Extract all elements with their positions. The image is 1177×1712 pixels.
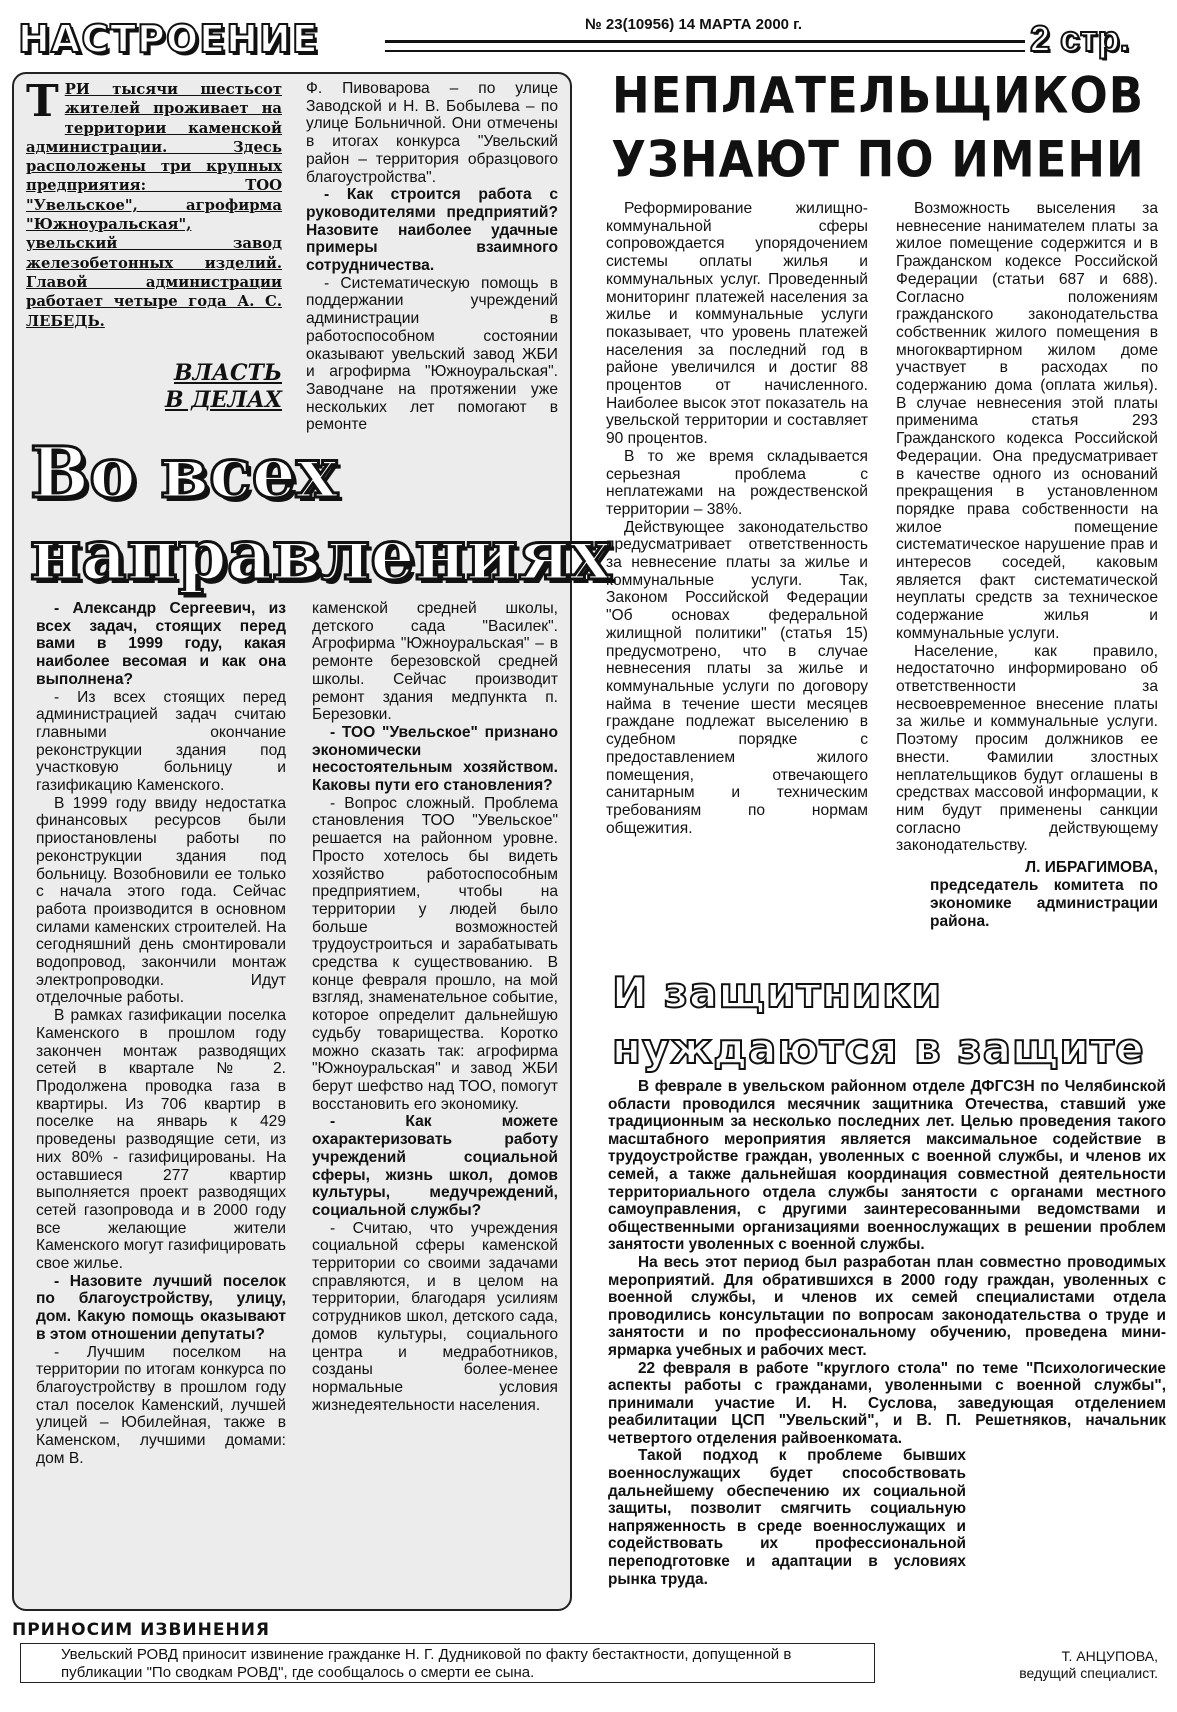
paragraph: Такой подход к проблеме бывших военнослужащих будет способствовать дальнейшему обеспечению их социальной защиты, позволит смягчить социальную напряженность в среде военнослужащих и содействовать их профессиональной переподготовке и адаптации в условиях рынка труда.	[608, 1447, 966, 1588]
debtors-signature-title: председатель комитета по экономике администрации района.	[930, 877, 1158, 931]
page-number: 2 стр.	[1030, 18, 1130, 59]
header-rule	[385, 40, 1025, 52]
paragraph: Реформирование жилищно-коммунальной сферы сопровождается упорядочением системы оплаты жилья и коммунальных услуг. Проведенный мониторинг платежей населения за жилье и коммунальные услуги показывает, что уровень платежей населения за последний год в районе увеличился и достиг 88 процентов от начисленного. Наиболее высок этот показатель на увельской территории и составляет 90 процентов.	[606, 200, 868, 448]
paragraph: В рамках газификации поселка Каменского в прошлом году закончен монтаж разводящих сетей в квартале № 2. Продолжена проводка газа в квартиры. Из 706 квартир в поселке на январь к 429 проведены разводящие сети, из них 80% - газифицированы. На оставшиеся 277 квартир выполняется проект разводящих сетей газопровода и в 2000 году все желающие жители Каменского могут газифицировать свое жилье.	[36, 1007, 286, 1273]
question: - Как строится работа с руководителями предприятий? Назовите наиболее удачные примеры взаимного сотрудничества.	[306, 186, 558, 275]
interview-column-right-top	[306, 80, 558, 434]
debtors-column-right	[896, 200, 1158, 931]
defenders-headline	[612, 965, 1162, 1077]
issue-info: № 23(10956) 14 МАРТА 2000 г.	[585, 16, 803, 33]
lead-text: РИ тысячи шестьсот жителей проживает на территории каменской администрации. Здесь расположены три крупных предприятия: ТОО "Увельское", агрофирма "Южноуральская", увельский завод железобетонных изделий. Главой администрации работает четыре года А. С. ЛЕБЕДЬ.	[26, 81, 282, 330]
paragraph: каменской средней школы, детского сада "Василек". Агрофирма "Южноуральская" – в ремонте березовской средней школы. Сейчас производит ремонт здания медпункта п. Березовки.	[312, 600, 558, 724]
interview-lead	[26, 76, 282, 331]
paragraph: Население, как правило, недостаточно информировано об ответственности за несвоевременное внесение платы за жилье и коммунальные услуги. Поэтому просим должников ее внести. Фамилии злостных неплательщиков будут оглашены в средствах массовой информации, к ним будут применены санкции согласно действующему законодательству.	[896, 642, 1158, 855]
debtors-headline: НЕПЛАТЕЛЬЩИКОВ УЗНАЮТ ПО ИМЕНИ	[611, 66, 1145, 189]
question: - Как можете охарактеризовать работу учреждений социальной сферы, жизнь школ, домов культуры, медучреждений, социальной службы?	[312, 1113, 558, 1219]
question: - ТОО "Увельское" признано экономически несостоятельным хозяйством. Каковы пути его становления?	[312, 723, 558, 795]
defenders-signature	[900, 1648, 1158, 1682]
paragraph: Возможность выселения за невнесение нанимателем платы за жилое помещение содержится и в Гражданском кодексе Российской Федерации (статьи 687 и 688). Согласно положениям гражданского законодательства собственник жилого помещения в многоквартирном жилом доме участвует в расходах по содержанию дома (оплата жилья). В случае невнесения этой платы применима статья 293 Гражданского кодекса Российской Федерации. Она предусматривает в качестве одного из оснований прекращения в установленном порядке права собственности на жилое помещение систематическое нарушение прав и интересов соседей, каковым является факт систематической неуплаты средств за техническое содержание жилья и коммунальные услуги.	[896, 200, 1158, 642]
headline-line-1: И защитники	[612, 968, 943, 1017]
paragraph: - Из всех стоящих перед администрацией задач считаю главными окончание реконструкции здания под участковую больницу и газификацию Каменского.	[36, 688, 286, 795]
paragraph: На весь этот период был разработан план совместно проводимых мероприятий. Для обратившихся в 2000 году граждан, уволенных с военной службы, и членов их семей специалистами отдела проводились консультации по вопросам законодательства о труде и занятости и по профессиональному обучению, проведена мини-ярмарка учебных и рабочих мест.	[608, 1253, 1166, 1359]
paragraph: 22 февраля в работе "круглого стола" по теме "Психологические аспекты работы с гражданами, уволенными с военной службы", принимали участие И. Н. Суслова, заведующая отделением реабилитации ЦСП "Увельский", и В. П. Решетняков, начальник четвертого отделения райвоенкомата.	[608, 1359, 1166, 1447]
paragraph: В 1999 году ввиду недостатка финансовых ресурсов были приостановлены работы по реконструкции здания под больницу. Возобновили ее только с начала этого года. Сейчас работа производится в основном силами каменских строителей. На сегодняшний день смонтировали водопровод, закончили монтаж электропроводки. Идут отделочные работы.	[36, 794, 286, 1007]
paragraph: В то же время складывается серьезная проблема с неплатежами на рождественской территории – 38%.	[606, 447, 868, 518]
title-line-1: Во всех	[30, 431, 338, 514]
question: - Александр Сергеевич, из всех задач, стоящих перед вами в 1999 году, какая наиболее весомая и как она выполнена?	[36, 600, 286, 688]
paragraph: - Считаю, что учреждения социальной сферы каменской территории со своими задачами справляются, и в целом на территории, благодаря усилиям сотрудников школ, детского сада, домов культуры, социального центра и медработников, созданы более-менее нормальные условия жизнедеятельности населения.	[312, 1219, 558, 1414]
paragraph: Ф. Пивоварова – по улице Заводской и Н. В. Бобылева – по улице Больничной. Они отмечены в итогах конкурса "Увельский район – территория образцового благоустройства".	[306, 80, 558, 186]
rubric-line-1: ВЛАСТЬ	[173, 360, 282, 386]
interview-column-left	[36, 600, 286, 1467]
apology-box	[20, 1643, 875, 1683]
debtors-signature-name: Л. ИБРАГИМОВА,	[1025, 859, 1158, 877]
defenders-body	[608, 1078, 1166, 1588]
paragraph: Действующее законодательство предусматривает ответственность за невнесение платы за жилье и коммунальные услуги. Так, Законом Российской Федерации "Об основах федеральной жилищной политики" (статья 15) предусмотрено, что в случае невнесения платы за жилье и коммунальные услуги по договору найма в течение шести месяцев граждане подлежат выселению в судебном порядке с предоставлением жилого помещения, отвечающего санитарным и техническим требованиям по нормам общежития.	[606, 518, 868, 837]
section-masthead: НАСТРОЕНИЕ	[18, 17, 319, 61]
defenders-signature-name: Т. АНЦУПОВА,	[1061, 1648, 1158, 1664]
title-line-2: направлениях	[30, 513, 612, 596]
apology-title: ПРИНОСИМ ИЗВИНЕНИЯ	[12, 1620, 271, 1640]
defenders-signature-title: ведущий специалист.	[1019, 1665, 1158, 1681]
paragraph: - Систематическую помощь в поддержании учреждений администрации в работоспособном состоянии оказывают увельский завод ЖБИ и агрофирма "Южноуральская". Заводчане на протяжении уже нескольких лет помогают в ремонте	[306, 274, 558, 434]
debtors-column-left	[606, 200, 868, 837]
interview-title	[30, 432, 611, 596]
headline-line-2: нуждаются в защите	[612, 1024, 1145, 1073]
paragraph: В феврале в увельском районном отделе ДФГСЗН по Челябинской области проводился месячник защитника Отечества, ставший уже традиционным за несколько последних лет. Целью проведения такого масштабного мероприятия является максимальное содействие в трудоустройстве граждан, уволенных с военной службы, и членов их семей, а также дальнейшая координация совместной деятельности территориального отдела службы занятости с органами местного самоуправления, с другими заинтересованными ведомствами и общественными организациями военнослужащих в решении проблем занятости уволенных с военной службы.	[608, 1078, 1166, 1254]
rubric-line-2: В ДЕЛАХ	[164, 387, 282, 413]
rubric	[150, 360, 282, 414]
lead-dropcap: Т	[26, 76, 59, 127]
paragraph: - Вопрос сложный. Проблема становления ТОО "Увельское" решается на районном уровне. Просто хотелось бы видеть хозяйство работоспособным предприятием, чтобы на территории у людей было больше возможностей трудоустроиться и зарабатывать средства к существованию. В конце февраля прошло, на мой взгляд, знаменательное событие, которое определит дальнейшую судьбу товарищества. Коротко можно сказать так: агрофирма "Южноуральская" и завод ЖБИ берут шефство над ТОО, помогут восстановить его экономику.	[312, 794, 558, 1113]
interview-column-right	[312, 600, 558, 1414]
question: - Назовите лучший поселок по благоустройству, улицу, дом. Какую помощь оказывают в этом отношении депутаты?	[36, 1272, 286, 1343]
paragraph: - Лучшим поселком на территории по итогам конкурса по благоустройству в прошлом году стал поселок Каменский, лучшей улицей – Юбилейная, также в Каменском, лучшими домами: дом В.	[36, 1343, 286, 1467]
apology-text: Увельский РОВД приносит извинение гражданке Н. Г. Дудниковой по факту бестактности, допущенной в публикации "По сводкам РОВД", где сообщалось о смерти ее сына.	[61, 1646, 792, 1681]
